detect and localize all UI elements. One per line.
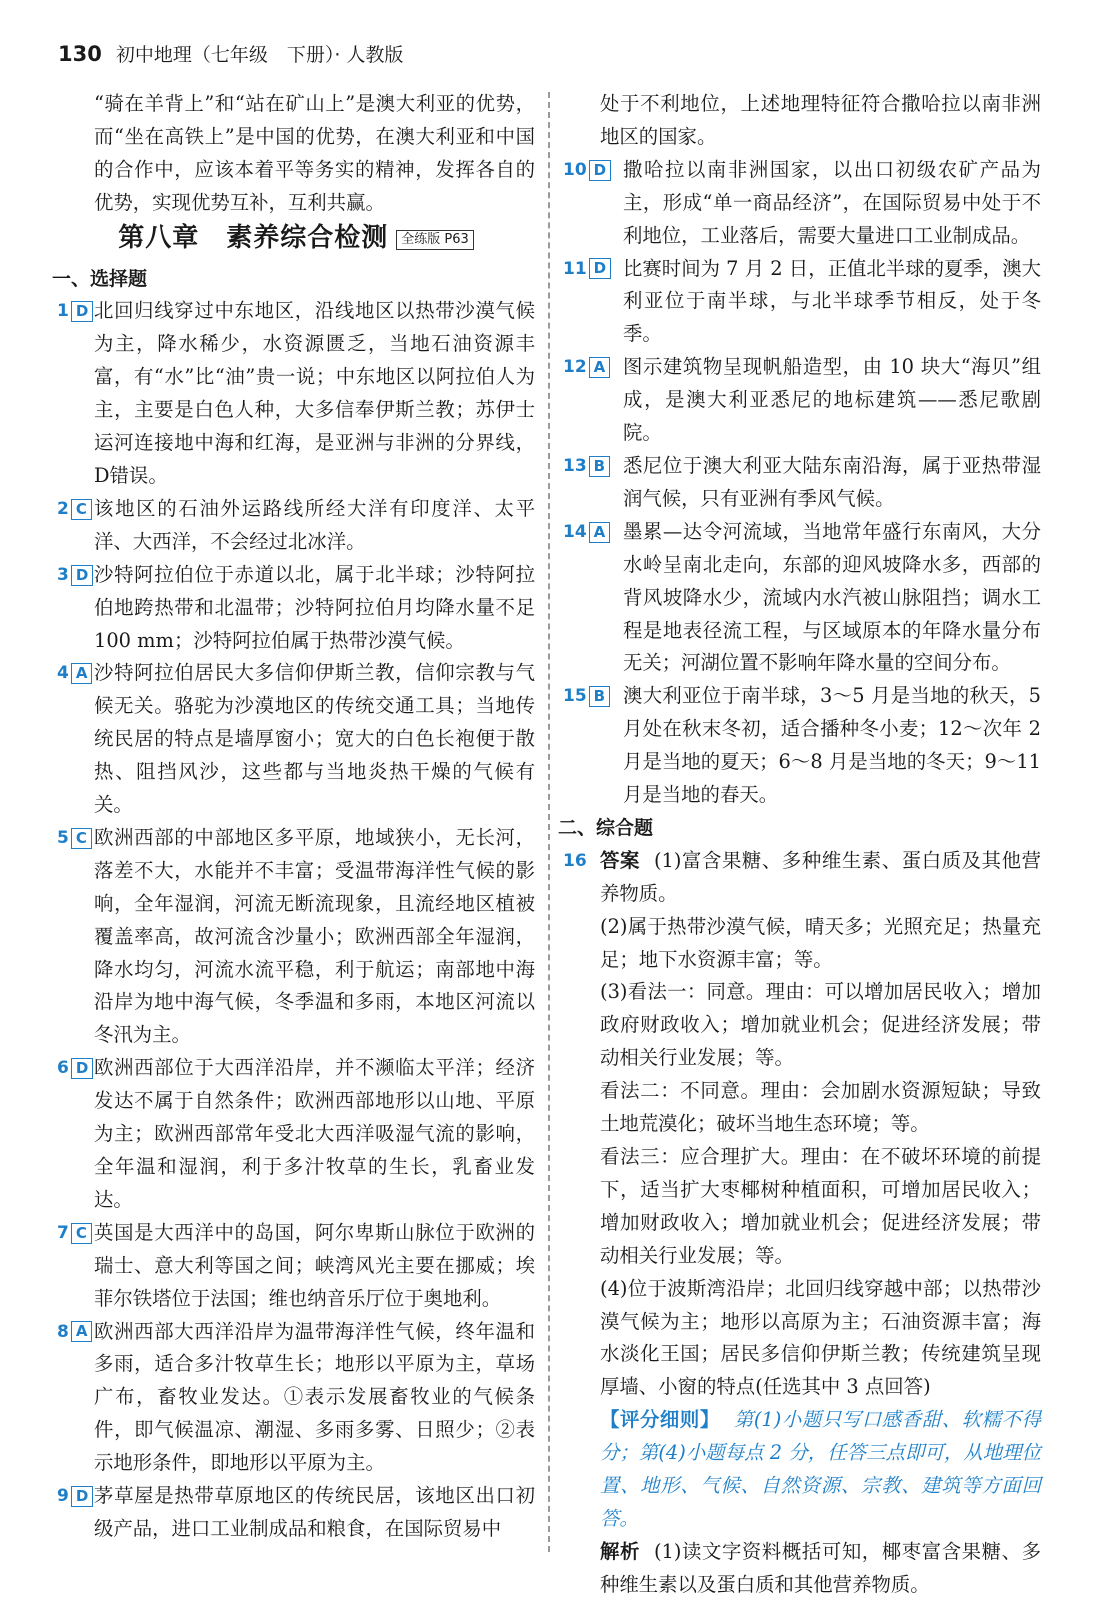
answer-explanation: 欧洲西部位于大西洋沿岸，并不濒临太平洋；经济发达不属于自然条件；欧洲西部地形以山地、平原为主；欧洲西部常年受北大西洋吸湿气流的影响，全年温和湿润，利于多汁牧草的生长，乳畜业发达。 [94,1056,535,1211]
answer-explanation: 墨累—达令河流域，当地常年盛行东南风，大分水岭呈南北走向，东部的迎风坡降水多，西部的背风坡降水少，流域内水汽被山脉阻挡；调水工程是地表径流工程，与区域原本的年降水量分布无关；河湖位置不影响年降水量的空间分布。 [623,519,1041,675]
answer-item [57,295,535,492]
answer-badge: C [71,828,92,849]
answer-item [57,559,535,658]
answer-part-1: (1)富含果糖、多种维生素、蛋白质及其他营养物质。 [600,848,1041,905]
question-number: 11 [563,258,587,279]
question-number: 15 [563,686,587,707]
column-divider [548,92,550,1552]
answer-item [563,450,1041,516]
question-number: 3 [57,564,69,585]
question-number: 9 [57,1486,69,1507]
answer-item-16 [563,845,1041,911]
question-number: 6 [57,1058,69,1079]
answer-item [563,154,1041,253]
answer-item [563,516,1041,681]
answer-badge: B [589,456,610,477]
section-heading-comprehensive: 二、综合题 [558,816,654,839]
answer-explanation: 比赛时间为 7 月 2 日，正值北半球的夏季，澳大利亚位于南半球，与北半球季节相反，处于冬季。 [623,256,1041,346]
answer-explanation: 欧洲西部的中部地区多平原，地域狭小，无长河，落差不大，水能并不丰富；受温带海洋性气候的影响，全年湿润，河流无断流现象，且流经地区植被覆盖率高，故河流含沙量小；欧洲西部全年湿润，降水均匀，河流水流平稳，利于航运；南部地中海沿岸为地中海气候，冬季温和多雨，本地区河流以冬汛为主。 [94,825,535,1047]
right-column [558,88,1041,1602]
answer-item [563,351,1041,450]
answer-explanation: 沙特阿拉伯位于赤道以北，属于北半球；沙特阿拉伯地跨热带和北温带；沙特阿拉伯月均降水量不足 100 mm；沙特阿拉伯属于热带沙漠气候。 [94,562,535,652]
answer-item [563,253,1041,352]
question-number: 10 [563,159,587,180]
chapter-heading [57,220,535,263]
analysis-text: (1)读文字资料概括可知，椰枣富含果糖、多种维生素以及蛋白质和其他营养物质。 [600,1539,1041,1596]
intro-paragraph: “骑在羊背上”和“站在矿山上”是澳大利亚的优势，而“坐在高铁上”是中国的优势，在澳大利亚和中国的合作中，应该本着平等务实的精神，发挥各自的优势，实现优势互补，互利共赢。 [94,92,535,214]
page-header [58,40,403,70]
scoring-rubric [563,1404,1041,1536]
chapter-tag: 全练版 P63 [396,230,474,250]
answer-item [57,1316,535,1481]
question-number: 1 [57,301,69,322]
answer-badge: D [71,1486,93,1507]
answer-part-6: (4)位于波斯湾沿岸；北回归线穿越中部；以热带沙漠气候为主；地形以高原为主；石油资源丰富；海水淡化王国；居民多信仰伊斯兰教；传统建筑呈现厚墙、小窗的特点(任选其中 3 点回答) [600,1276,1041,1399]
answer-badge: A [71,663,93,684]
page-number: 130 [58,42,102,66]
question-number: 7 [57,1222,69,1243]
answer-explanation: 悉尼位于澳大利亚大陆东南沿海，属于亚热带湿润气候，只有亚洲有季风气候。 [623,453,1041,510]
answer-badge: A [589,357,611,378]
answer-explanation: 图示建筑物呈现帆船造型，由 10 块大“海贝”组成，是澳大利亚悉尼的地标建筑——悉尼歌剧院。 [623,355,1041,445]
answer-badge: A [589,522,611,543]
answer-badge: D [71,1058,93,1079]
answer-item [57,657,535,822]
answer-badge: C [71,1223,92,1244]
answer-explanation: 英国是大西洋中的岛国，阿尔卑斯山脉位于欧洲的瑞士、意大利等国之间；峡湾风光主要在挪威；埃菲尔铁塔位于法国；维也纳音乐厅位于奥地利。 [94,1220,535,1310]
rubric-label: 【评分细则】 [600,1408,720,1432]
answer-item [57,822,535,1052]
answer-item [57,1217,535,1316]
answer-badge: C [71,499,92,520]
question-number: 8 [57,1321,69,1342]
answer-part-4: 看法二：不同意。理由：会加剧水资源短缺；导致土地荒漠化；破坏当地生态环境；等。 [600,1079,1041,1136]
question-number: 16 [563,850,587,871]
answer-part-3: (3)看法一：同意。理由：可以增加居民收入；增加政府财政收入；增加就业机会；促进经济发展；带动相关行业发展；等。 [600,980,1041,1070]
question-number: 14 [563,521,587,542]
question-number: 12 [563,357,587,378]
answer-part-5: 看法三：应合理扩大。理由：在不破坏环境的前提下，适当扩大枣椰树种植面积，可增加居民收入；增加财政收入；增加就业机会；促进经济发展；带动相关行业发展；等。 [600,1145,1041,1267]
section-heading-choice: 一、选择题 [52,267,148,290]
analysis-label: 解析 [600,1539,640,1563]
question-number: 5 [57,827,69,848]
chapter-title: 第八章 素养综合检测 [118,222,389,253]
answer-badge: D [71,565,93,586]
answer-badge: D [589,160,611,181]
answer-badge: A [71,1321,93,1342]
answer-item [57,493,535,559]
answer-explanation: 撒哈拉以南非洲国家，以出口初级农矿产品为主，形成“单一商品经济”，在国际贸易中处于不利地位，工业落后，需要大量进口工业制成品。 [623,157,1041,247]
left-column [52,88,535,1546]
answer-badge: D [71,301,93,322]
book-title: 初中地理（七年级 下册）· 人教版 [115,44,404,66]
question-number: 4 [57,663,69,684]
question-number: 13 [563,455,587,476]
question-number: 2 [57,498,69,519]
answer-explanation: 欧洲西部大西洋沿岸为温带海洋性气候，终年温和多雨，适合多汁牧草生长；地形以平原为主，草场广布，畜牧业发达。①表示发展畜牧业的气候条件，即气候温凉、潮湿、多雨多雾、日照少；②表示地形条件，即地形以平原为主。 [94,1319,535,1475]
answer-part-2: (2)属于热带沙漠气候，晴天多；光照充足；热量充足；地下水资源丰富；等。 [600,914,1041,971]
answer-explanation: 该地区的石油外运路线所经大洋有印度洋、太平洋、大西洋，不会经过北冰洋。 [94,496,535,553]
continued-explanation: 处于不利地位，上述地理特征符合撒哈拉以南非洲地区的国家。 [600,92,1041,148]
rubric-text: 第(1)小题只写口感香甜、软糯不得分；第(4)小题每点 2 分，任答三点即可，从地理位置、地形、气候、自然资源、宗教、建筑等方面回答。 [600,1408,1041,1530]
answer-badge: B [589,686,610,707]
answer-item [57,1480,535,1546]
answer-badge: D [589,258,611,279]
answer-explanation: 沙特阿拉伯居民大多信仰伊斯兰教，信仰宗教与气候无关。骆驼为沙漠地区的传统交通工具；当地传统民居的特点是墙厚窗小；宽大的白色长袍便于散热、阻挡风沙，这些都与当地炎热干燥的气候有关。 [94,661,535,817]
answer-label: 答案 [600,848,640,872]
answer-item [57,1052,535,1217]
answer-explanation: 茅草屋是热带草原地区的传统民居，该地区出口初级产品，进口工业制成品和粮食，在国际贸易中 [94,1484,535,1540]
analysis [563,1536,1041,1602]
answer-item [563,680,1041,812]
answer-explanation: 北回归线穿过中东地区，沿线地区以热带沙漠气候为主，降水稀少，水资源匮乏，当地石油资源丰富，有“水”比“油”贵一说；中东地区以阿拉伯人为主，主要是白色人种，大多信奉伊斯兰教；苏伊士运河连接地中海和红海，是亚洲与非洲的分界线，D错误。 [94,299,535,487]
answer-explanation: 澳大利亚位于南半球，3～5 月是当地的秋天，5 月处在秋末冬初，适合播种冬小麦；12～次年 2 月是当地的夏天；6～8 月是当地的冬天；9～11 月是当地的春天。 [623,684,1041,807]
